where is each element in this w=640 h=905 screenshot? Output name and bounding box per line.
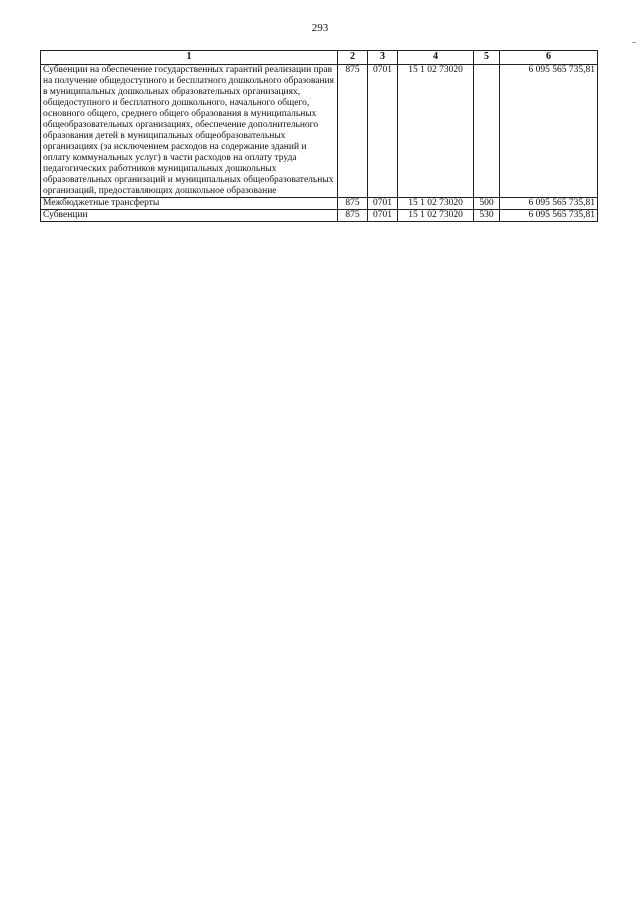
section-code: 0701 bbox=[368, 65, 398, 198]
expense-type-code bbox=[474, 65, 500, 198]
page-number: 293 bbox=[311, 22, 329, 34]
amount: 6 095 565 735,81 bbox=[500, 65, 598, 198]
expense-type-code: 530 bbox=[474, 210, 500, 222]
column-header-5: 5 bbox=[474, 51, 500, 65]
ministry-code: 875 bbox=[338, 65, 368, 198]
table-row bbox=[41, 198, 598, 210]
section-code: 0701 bbox=[368, 198, 398, 210]
target-article-code: 15 1 02 73020 bbox=[398, 198, 474, 210]
amount: 6 095 565 735,81 bbox=[500, 198, 598, 210]
expense-name: Межбюджетные трансферты bbox=[41, 198, 338, 210]
table-header-row bbox=[41, 51, 598, 65]
table-row bbox=[41, 210, 598, 222]
edge-mark bbox=[632, 42, 636, 43]
target-article-code: 15 1 02 73020 bbox=[398, 210, 474, 222]
column-header-1: 1 bbox=[41, 51, 338, 65]
amount: 6 095 565 735,81 bbox=[500, 210, 598, 222]
section-code: 0701 bbox=[368, 210, 398, 222]
expense-type-code: 500 bbox=[474, 198, 500, 210]
budget-table bbox=[40, 50, 598, 222]
expense-name: Субвенции на обеспечение государственных гарантий реализации прав на получение общедоступного и бесплатного дошкольного образования в муниципальных дошкольных образовательных организациях, общедоступного и бесплатного дошкольного, начального общего, основного общего, среднего общего образования в муниципальных общеобразовательных организациях, обеспечение дополнительного образования детей в муниципальных общеобразовательных организациях (за исключением расходов на содержание зданий и оплату коммунальных услуг) в части расходов на оплату труда педагогических работников муниципальных дошкольных образовательных организаций и муниципальных общеобразовательных организаций, предоставляющих дошкольное образование bbox=[41, 65, 338, 198]
ministry-code: 875 bbox=[338, 198, 368, 210]
target-article-code: 15 1 02 73020 bbox=[398, 65, 474, 198]
column-header-4: 4 bbox=[398, 51, 474, 65]
column-header-6: 6 bbox=[500, 51, 598, 65]
column-header-3: 3 bbox=[368, 51, 398, 65]
column-header-2: 2 bbox=[338, 51, 368, 65]
ministry-code: 875 bbox=[338, 210, 368, 222]
table-row bbox=[41, 65, 598, 198]
expense-name: Субвенции bbox=[41, 210, 338, 222]
